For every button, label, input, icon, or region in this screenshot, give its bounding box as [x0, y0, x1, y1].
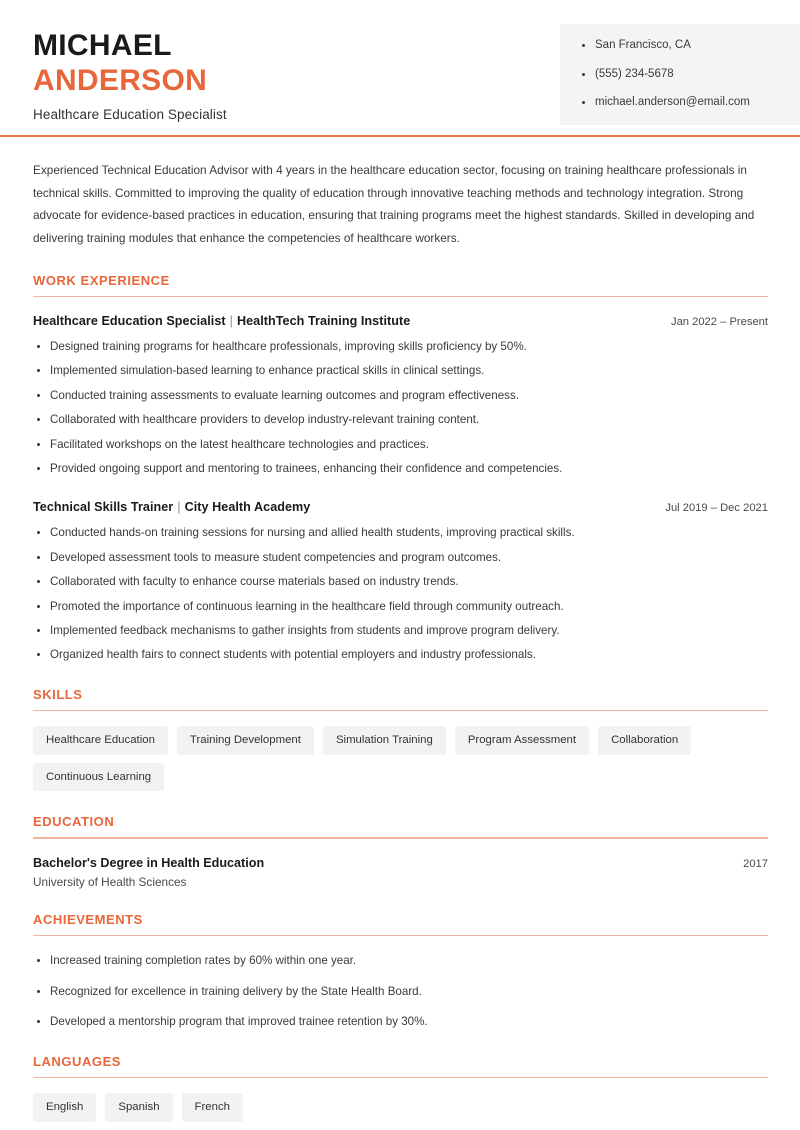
title-separator: |	[177, 500, 181, 515]
section-languages	[33, 1054, 768, 1122]
experience-title-company	[33, 500, 310, 514]
section-heading-achievements: ACHIEVEMENTS	[33, 911, 143, 927]
experience-bullet: Facilitated workshops on the latest healthcare technologies and practices.	[33, 436, 768, 453]
first-name: MICHAEL	[33, 29, 172, 62]
experience-date-range: Jan 2022 – Present	[670, 316, 768, 329]
experience-bullet-list	[33, 338, 768, 477]
skill-pill: Program Assessment	[455, 726, 589, 755]
experience-job-title: Technical Skills Trainer	[33, 500, 174, 515]
contact-info-box	[560, 24, 800, 125]
education-entry-header	[33, 856, 768, 870]
contact-location: San Francisco, CA	[582, 38, 800, 54]
achievement-bullet: Developed a mentorship program that improved trainee retention by 30%.	[33, 1013, 768, 1030]
section-work-experience	[33, 273, 768, 664]
language-pill: English	[33, 1093, 96, 1122]
professional-summary: Experienced Technical Education Advisor with 4 years in the healthcare education sector, focusing on training healthcare professionals in technical skills. Committed to improving the quality of education through innovative teaching methods and technology integration. Strong advocate for evidence-based practices in education, ensuring that training programs meet the highest standards. Skilled in developing and delivering training modules that enhance the competencies of healthcare workers.	[33, 163, 755, 245]
experience-bullet: Implemented simulation-based learning to enhance practical skills in clinical settings.	[33, 362, 768, 379]
resume-header	[0, 0, 800, 137]
language-pill: Spanish	[105, 1093, 172, 1122]
section-heading-education: EDUCATION	[33, 814, 115, 830]
experience-title-company	[33, 314, 410, 328]
section-divider	[33, 1077, 768, 1079]
achievement-bullet: Recognized for excellence in training delivery by the State Health Board.	[33, 983, 768, 1000]
section-divider	[33, 296, 768, 298]
experience-bullet: Collaborated with healthcare providers to develop industry-relevant training content.	[33, 411, 768, 428]
education-entry	[33, 856, 768, 889]
experience-date-range: Jul 2019 – Dec 2021	[665, 502, 768, 515]
skill-pill: Collaboration	[598, 726, 691, 755]
skill-pill: Training Development	[177, 726, 314, 755]
skill-pill: Continuous Learning	[33, 763, 164, 792]
achievements-list	[33, 952, 768, 1030]
language-pill: French	[182, 1093, 243, 1122]
section-divider	[33, 935, 768, 937]
experience-bullet: Implemented feedback mechanisms to gather insights from students and improve program delivery.	[33, 622, 768, 639]
experience-entry	[33, 314, 768, 477]
experience-bullet: Developed assessment tools to measure student competencies and program outcomes.	[33, 549, 768, 566]
job-title: Healthcare Education Specialist	[33, 107, 227, 123]
experience-entry-header	[33, 314, 768, 328]
section-education	[33, 814, 768, 889]
experience-company: HealthTech Training Institute	[236, 314, 411, 329]
section-heading-work-experience: WORK EXPERIENCE	[33, 272, 170, 288]
resume-body	[0, 159, 800, 1122]
experience-bullet-list	[33, 524, 768, 663]
contact-email[interactable]: michael.anderson@email.com	[582, 95, 800, 111]
education-degree: Bachelor's Degree in Health Education	[33, 855, 265, 870]
experience-bullet: Provided ongoing support and mentoring to trainees, enhancing their confidence and competencies.	[33, 460, 768, 477]
achievement-bullet: Increased training completion rates by 60% within one year.	[33, 952, 768, 969]
experience-bullet: Organized health fairs to connect students with potential employers and industry professionals.	[33, 646, 768, 663]
section-heading-languages: LANGUAGES	[33, 1053, 122, 1069]
experience-bullet: Collaborated with faculty to enhance course materials based on industry trends.	[33, 573, 768, 590]
skill-pill: Healthcare Education	[33, 726, 168, 755]
experience-company: City Health Academy	[184, 500, 311, 515]
experience-job-title: Healthcare Education Specialist	[33, 314, 226, 329]
education-year: 2017	[743, 857, 768, 870]
skills-pill-row	[33, 726, 768, 791]
experience-entry-header	[33, 500, 768, 514]
experience-bullet: Designed training programs for healthcare professionals, improving skills proficiency by 50%.	[33, 338, 768, 355]
experience-entry	[33, 500, 768, 663]
skill-pill: Simulation Training	[323, 726, 446, 755]
section-achievements	[33, 912, 768, 1031]
last-name: ANDERSON	[33, 64, 208, 98]
section-heading-skills: SKILLS	[33, 686, 83, 702]
education-institution: University of Health Sciences	[33, 874, 187, 889]
experience-bullet: Conducted hands-on training sessions for nursing and allied health students, improving practical skills.	[33, 524, 768, 541]
section-skills	[33, 687, 768, 792]
section-divider	[33, 710, 768, 712]
languages-pill-row	[33, 1093, 768, 1122]
header-divider	[0, 135, 800, 137]
section-divider	[33, 837, 768, 839]
experience-bullet: Promoted the importance of continuous learning in the healthcare field through community outreach.	[33, 598, 768, 615]
contact-list	[582, 38, 800, 111]
title-separator: |	[229, 314, 233, 329]
contact-phone[interactable]: (555) 234-5678	[582, 67, 800, 83]
experience-bullet: Conducted training assessments to evaluate learning outcomes and program effectiveness.	[33, 387, 768, 404]
